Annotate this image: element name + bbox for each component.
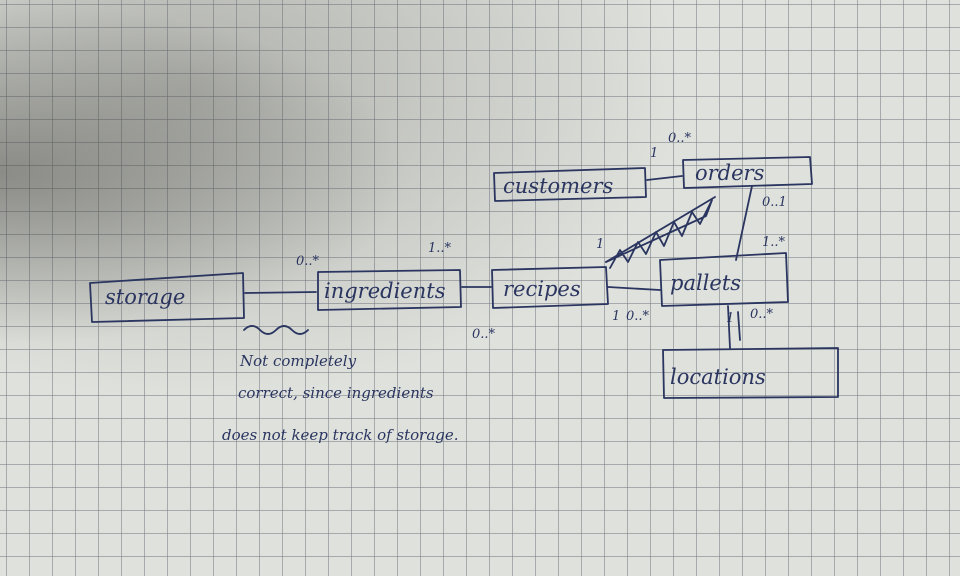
pallets-locations-line-b: [738, 312, 740, 340]
orders-label: orders: [695, 161, 765, 185]
mult-ingredients-recipes: 1..*: [428, 241, 452, 256]
mult-ingredients-storage: 0..*: [296, 254, 320, 269]
orders-pallets-line: [736, 186, 752, 260]
mult-pallets-locations-one: 1: [726, 311, 735, 326]
mult-crossed-one: 1: [596, 237, 605, 252]
pallets-label: pallets: [670, 271, 742, 295]
recipes-pallets-line: [608, 287, 660, 290]
mult-orders-pallets-many: 1..*: [762, 235, 786, 250]
storage-ingredients-line: [245, 292, 316, 293]
customers-orders-line: [647, 176, 682, 180]
note-line-1: Not completely: [240, 352, 357, 370]
mult-customers-orders: 0..*: [668, 131, 692, 146]
mult-orders-pallets-zero-one: 0..1: [762, 195, 787, 210]
storage-label: storage: [105, 285, 186, 309]
mult-recipes-pallets-one: 1: [612, 309, 621, 324]
mult-recipes-ingredients: 0..*: [472, 327, 496, 342]
mult-pallets-locations-many: 0..*: [750, 307, 774, 322]
note-line-3: does not keep track of storage.: [222, 426, 459, 444]
note-line-2: correct, since ingredients: [238, 384, 434, 402]
mult-recipes-pallets-many: 0..*: [626, 309, 650, 324]
ingredients-label: ingredients: [324, 279, 446, 303]
mult-customers-one: 1: [650, 146, 659, 161]
locations-label: locations: [670, 365, 766, 389]
storage-squiggle: [244, 326, 308, 334]
customers-label: customers: [503, 174, 614, 198]
recipes-label: recipes: [503, 277, 581, 301]
